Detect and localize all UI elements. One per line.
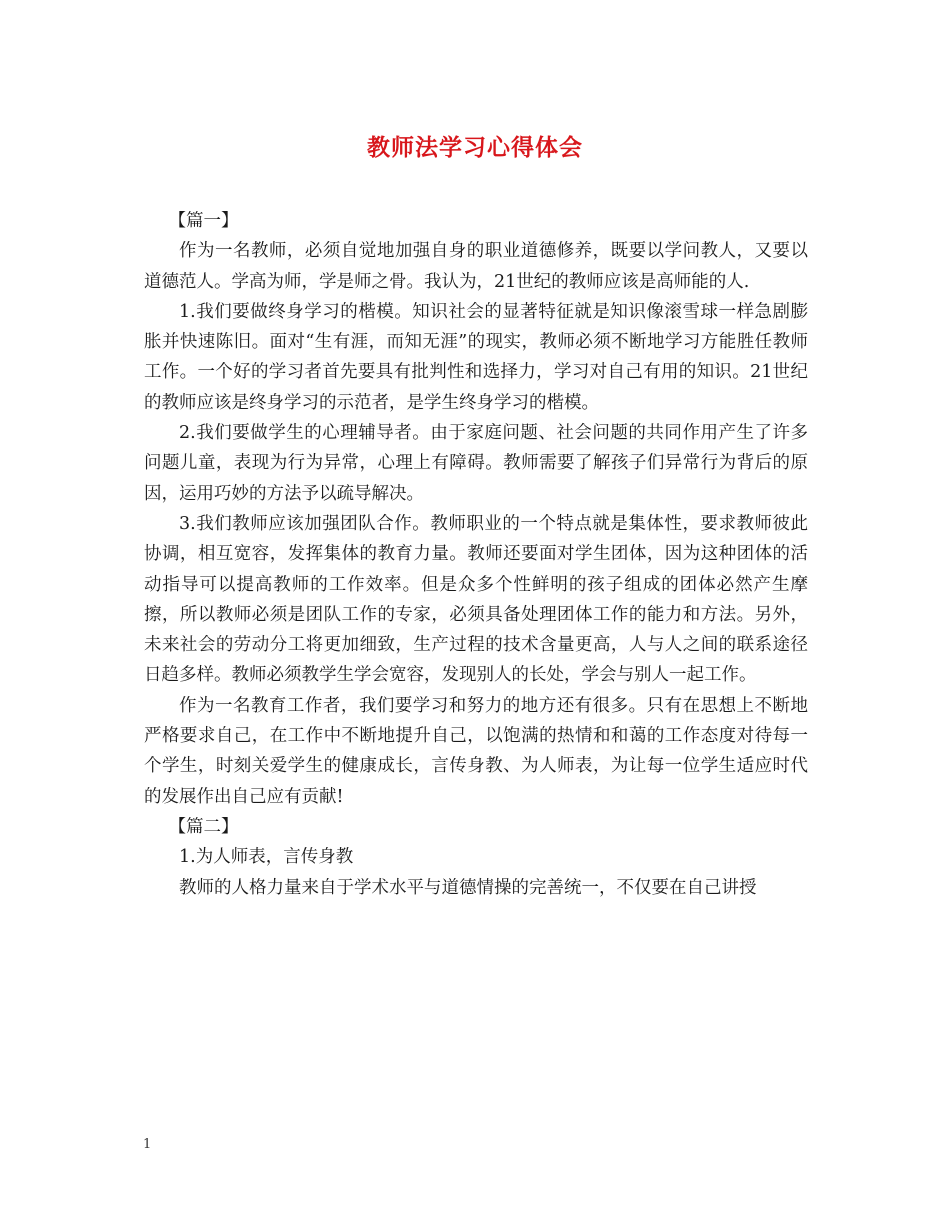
document-body <box>144 206 808 903</box>
paragraph: 作为一名教育工作者，我们要学习和努力的地方还有很多。只有在思想上不断地严格要求自己，在工作中不断地提升自己，以饱满的热情和和蔼的工作态度对待每一个学生，时刻关爱学生的健康成长，言传身教、为人师表，为让每一位学生适应时代的发展作出自己应有贡献! <box>144 695 808 807</box>
section-heading: 【篇二】 <box>168 816 239 837</box>
paragraph: 教师的人格力量来自于学术水平与道德情操的完善统一，不仅要在自己讲授 <box>179 877 757 898</box>
section-heading: 【篇一】 <box>168 211 239 231</box>
paragraph: 1.我们要做终身学习的楷模。知识社会的显著特征就是知识像滚雪球一样急剧膨胀并快速陈旧。面对“生有涯，而知无涯”的现实，教师必须不断地学习方能胜任教师工作。一个好的学习者首先要具有批判性和选择力，学习对自己有用的知识。21世纪的教师应该是终身学习的示范者，是学生终身学习的楷模。 <box>144 301 808 413</box>
page-number: 1 <box>143 1137 152 1152</box>
paragraph: 作为一名教师，必须自觉地加强自身的职业道德修养，既要以学问教人，又要以道德范人。学高为师，学是师之骨。我认为，21世纪的教师应该是高师能的人. <box>144 241 808 292</box>
paragraph: 2.我们要做学生的心理辅导者。由于家庭问题、社会问题的共同作用产生了许多问题儿童，表现为行为异常，心理上有障碍。教师需要了解孩子们异常行为背后的原因，运用巧妙的方法予以疏导解决。 <box>144 423 808 504</box>
paragraph: 1.为人师表，言传身教 <box>179 847 354 868</box>
paragraph: 3.我们教师应该加强团队合作。教师职业的一个特点就是集体性，要求教师彼此协调，相互宽容，发挥集体的教育力量。教师还要面对学生团体，因为这种团体的活动指导可以提高教师的工作效率。但是众多个性鲜明的孩子组成的团体必然产生摩擦，所以教师必须是团队工作的专家，必须具备处理团体工作的能力和方法。另外，未来社会的劳动分工将更加细致，生产过程的技术含量更高，人与人之间的联系途径日趋多样。教师必须教学生学会宽容，发现别人的长处，学会与别人一起工作。 <box>144 513 808 686</box>
document-title: 教师法学习心得体会 <box>367 134 583 161</box>
